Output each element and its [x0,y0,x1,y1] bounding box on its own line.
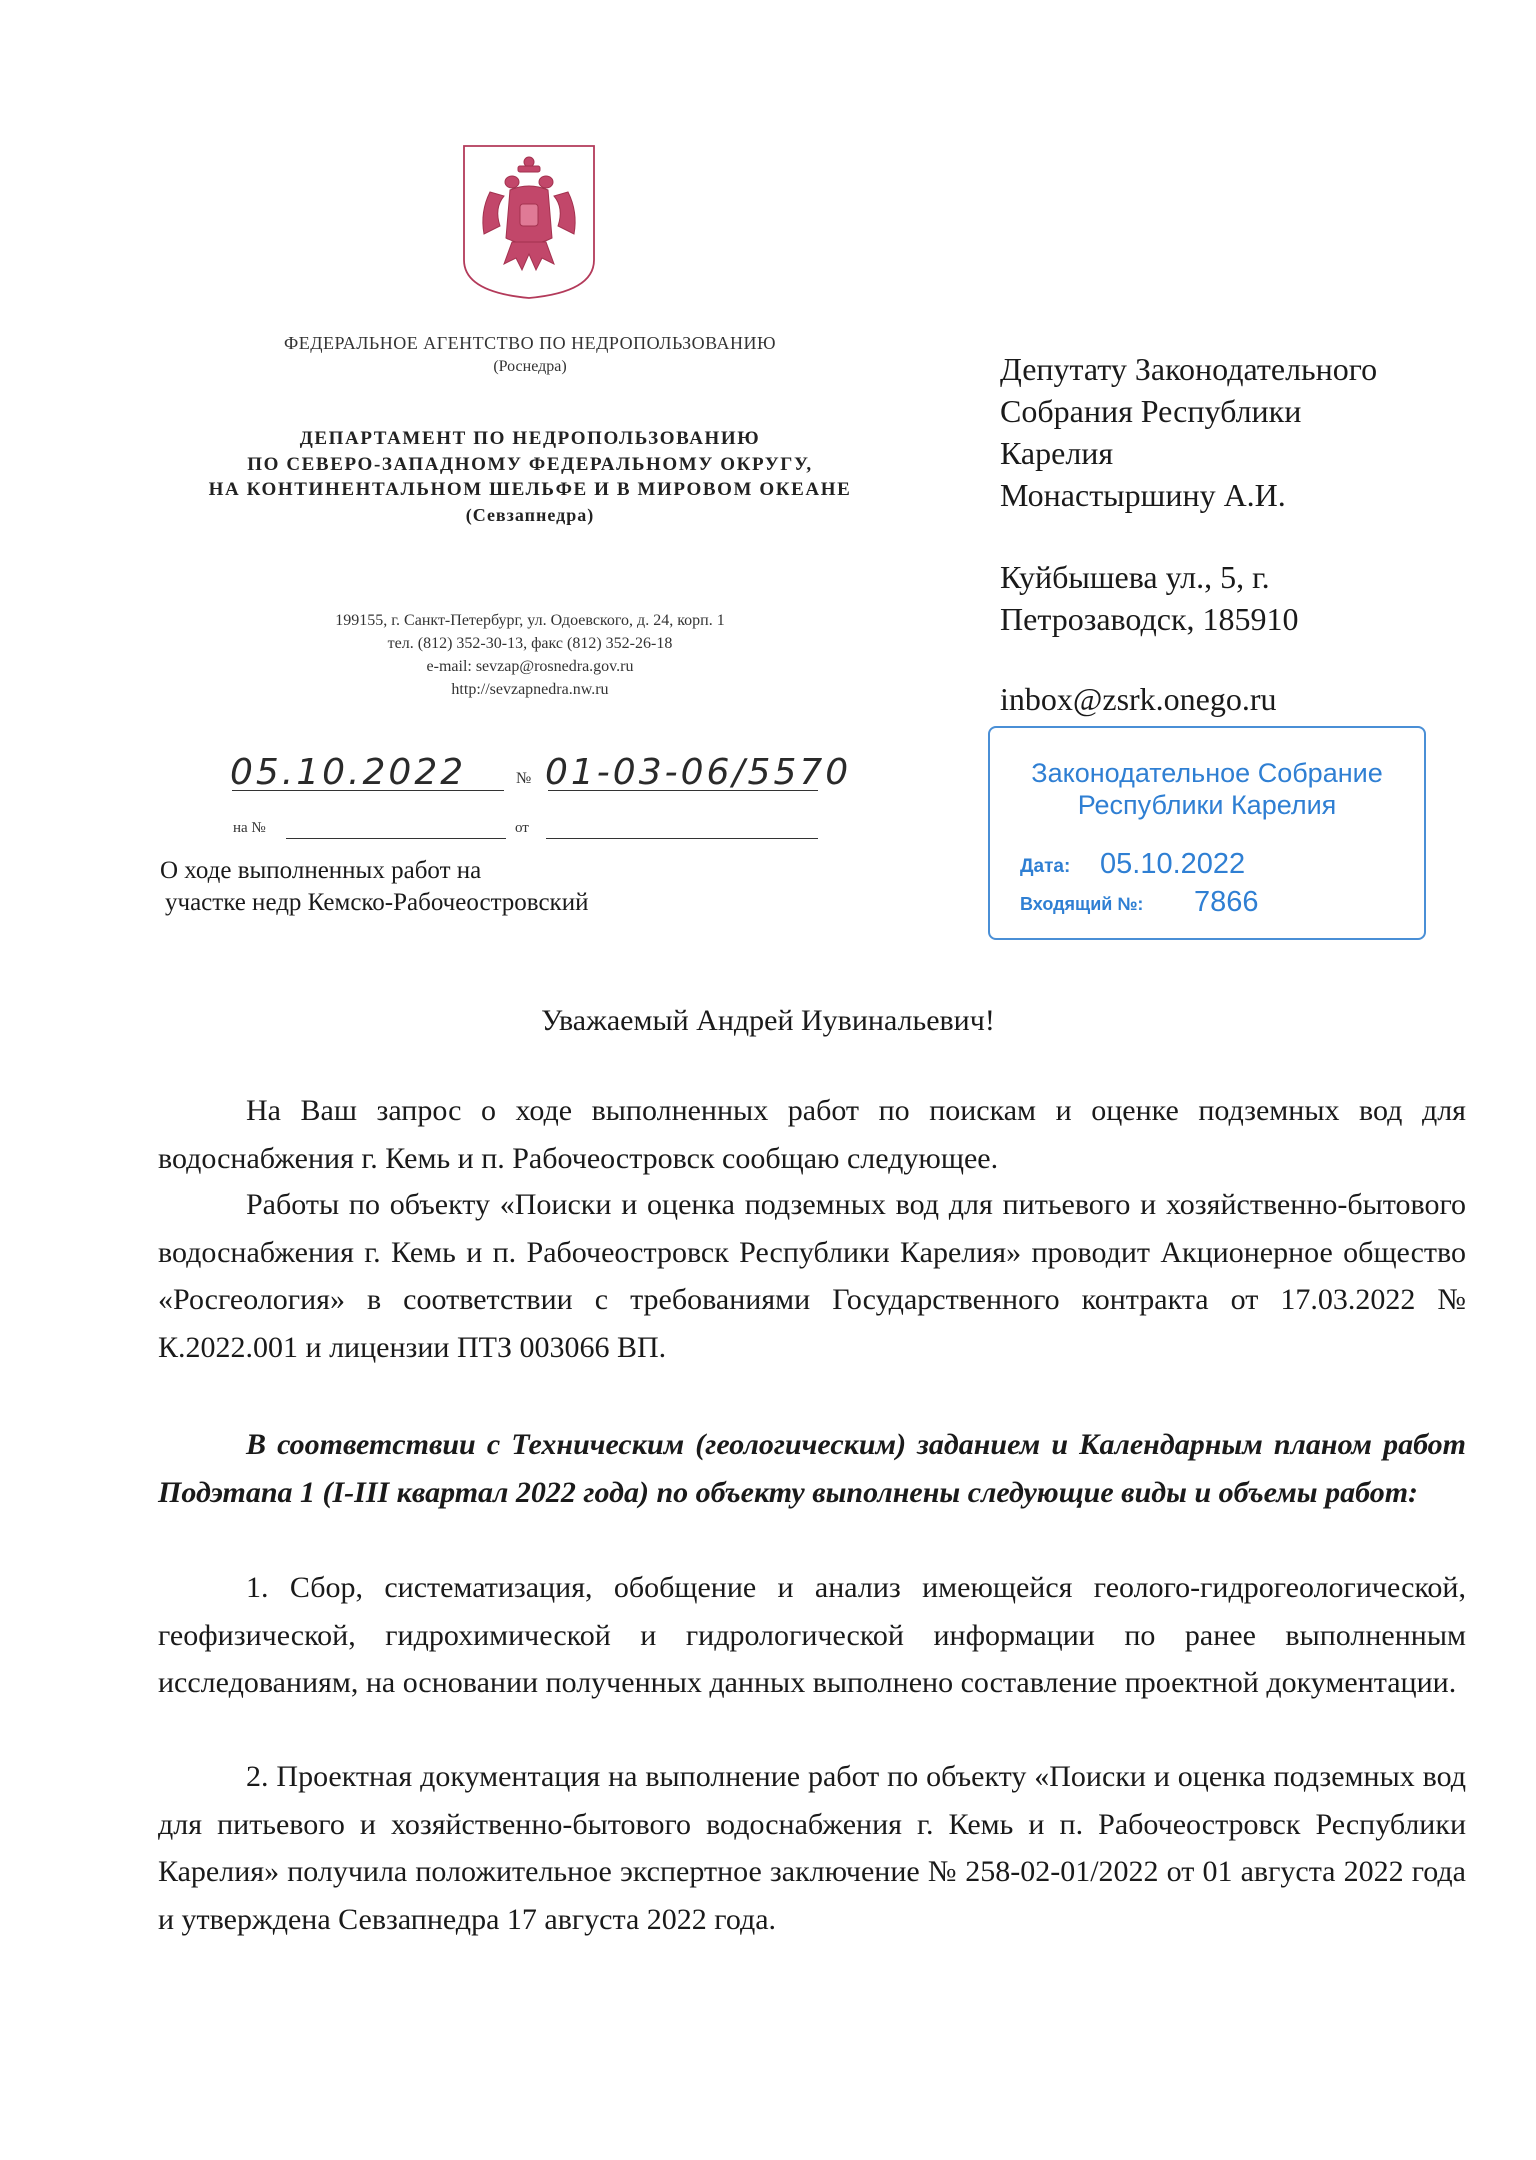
stamp-organization-line: Республики Карелия [1077,790,1337,820]
stamp-date-value: 05.10.2022 [1100,848,1246,880]
recipient-address-line: Петрозаводск, 185910 [1000,601,1299,637]
sender-phone-fax: тел. (812) 352-30-13, факс (812) 352-26-18 [387,635,673,652]
reference-date-label: от [515,820,529,836]
department-name-line: ПО СЕВЕРО-ЗАПАДНОМУ ФЕДЕРАЛЬНОМУ ОКРУГУ, [247,454,813,475]
registration-number: 01-03-06/5570 [545,752,852,793]
stamp-date-label: Дата: [1020,856,1071,877]
salutation: Уважаемый Андрей Иувинальевич! [541,1004,995,1037]
sender-email: e-mail: sevzap@rosnedra.gov.ru [426,658,634,675]
recipient-line: Карелия [1000,435,1114,471]
letter-subject-line: О ходе выполненных работ на [160,857,482,884]
department-short-name: (Севзапнедра) [465,505,595,525]
department-name-line: НА КОНТИНЕНТАЛЬНОМ ШЕЛЬФЕ И В МИРОВОМ ОКЕАНЕ [208,479,852,500]
recipient-email: inbox@zsrk.onego.ru [1000,681,1277,717]
agency-name: ФЕДЕРАЛЬНОЕ АГЕНТСТВО ПО НЕДРОПОЛЬЗОВАНИЮ [284,333,776,353]
registration-date: 05.10.2022 [230,752,467,793]
sender-website: http://sevzapnedra.nw.ru [451,681,609,698]
recipient-address-line: Куйбышева ул., 5, г. [1000,559,1270,595]
stamp-organization-line: Законодательное Собрание [1031,758,1383,788]
reference-number-line [286,838,506,839]
recipient-line: Депутату Законодательного [1000,351,1378,387]
incoming-registration-stamp [988,726,1426,940]
body-paragraph-emphasis: В соответствии с Техническим (геологическим) заданием и Календарным планом работ Подэтапа 1 (I-III квартал 2022 года) по объекту выполнены следующие виды и объемы работ: [158,1428,1466,1509]
registration-date-line [232,790,504,791]
registration-number-label: № [516,770,532,787]
letter-subject-line: участке недр Кемско-Рабочеостровский [165,889,589,916]
body-paragraph: На Ваш запрос о ходе выполненных работ по поискам и оценке подземных вод для водоснабжения г. Кемь и п. Рабочеостровск сообщаю следующее. [158,1094,1466,1175]
recipient-name: Монастыршину А.И. [1000,477,1286,513]
reference-date-line [546,838,818,839]
stamp-incoming-number: 7866 [1194,886,1259,918]
sender-address: 199155, г. Санкт-Петербург, ул. Одоевского, д. 24, корп. 1 [335,612,725,629]
stamp-incoming-label: Входящий №: [1020,894,1144,914]
numbered-list-item: 2. Проектная документация на выполнение работ по объекту «Поиски и оценка подземных вод для питьевого и хозяйственно-бытового водоснабжения г. Кемь и п. Рабочеостровск Республики Карелия» получила положительное экспертное заключение № 258-02-01/2022 от 01 августа 2022 года и утверждена Севзапнедра 17 августа 2022 года. [158,1760,1466,1936]
recipient-line: Собрания Республики [1000,393,1302,429]
numbered-list-item: 1. Сбор, систематизация, обобщение и анализ имеющейся геолого-гидрогеологической, геофизической, гидрохимической и гидрологической информации по ранее выполненным исследованиям, на основании полученных данных выполнено составление проектной документации. [158,1571,1466,1699]
body-paragraph: Работы по объекту «Поиски и оценка подземных вод для питьевого и хозяйственно-бытового водоснабжения г. Кемь и п. Рабочеостровск Республики Карелия» проводит Акционерное общество «Росгеология» в соответствии с требованиями Государственного контракта от 17.03.2022 № К.2022.001 и лицензии ПТЗ 003066 ВП. [158,1188,1466,1364]
department-name-line: ДЕПАРТАМЕНТ ПО НЕДРОПОЛЬЗОВАНИЮ [299,428,761,449]
agency-short-name: (Роснедра) [493,358,567,375]
reference-number-label: на № [233,820,266,836]
russian-eagle-emblem-icon [460,142,598,302]
registration-number-line [548,790,818,791]
